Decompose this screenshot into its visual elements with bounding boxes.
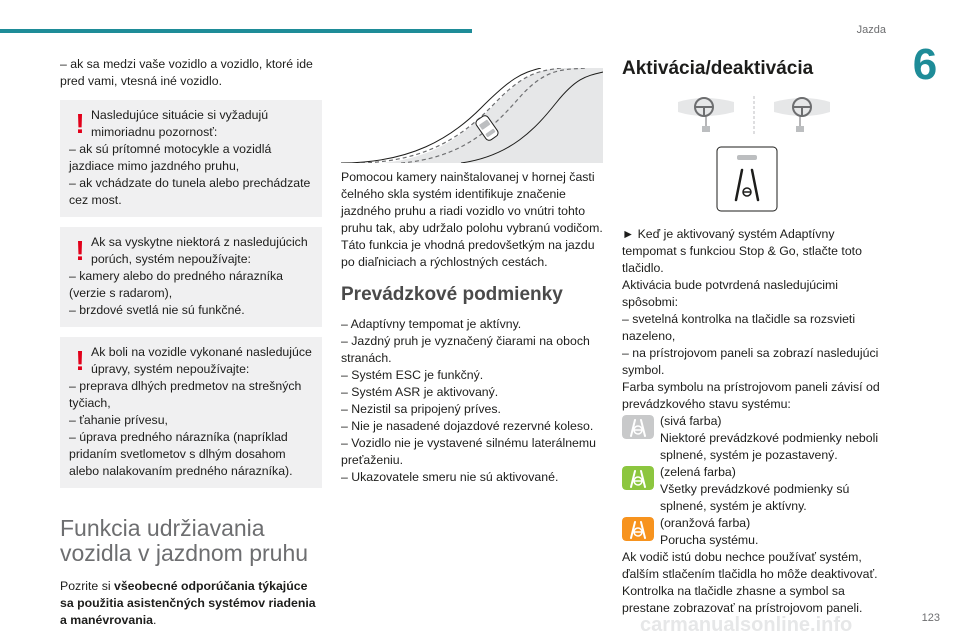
condition-item: – Systém ASR je aktivovaný. — [341, 385, 499, 399]
column-3 — [622, 56, 884, 617]
warning-line: – brzdové svetlá nie sú funkčné. — [69, 303, 245, 317]
activation-text: ► Keď je aktivovaný systém Adaptívny tempomat s funkciou Stop & Go, stlačte toto tlačidlo. — [622, 227, 862, 275]
condition-item: – Systém ESC je funkčný. — [341, 368, 484, 382]
activation-text: Aktivácia bude potvrdená nasledujúcimi spôsobmi: — [622, 278, 839, 309]
state-green — [622, 464, 884, 515]
state-description: Všetky prevádzkové podmienky sú — [660, 482, 850, 496]
state-description-cont: splnené, systém je aktívny. — [660, 499, 807, 513]
condition-item: – Jazdný pruh je vyznačený čiarami na oboch stranách. — [341, 334, 590, 365]
state-grey — [622, 413, 884, 464]
lane-assist-green-icon — [622, 466, 654, 490]
lane-assist-orange-icon — [622, 517, 654, 541]
warning-box-3 — [60, 337, 322, 488]
warning-text: Ak boli na vozidle vykonané nasledujúce úpravy, systém nepoužívajte: — [91, 345, 312, 376]
column-1 — [60, 56, 322, 629]
warning-line: – úprava predného nárazníka (napríklad pridaním svetlometov s dlhým dosahom alebo nalakovaním predného nárazníka). — [69, 430, 293, 478]
warning-line: – ak sú prítomné motocykle a vozidlá jazdiace mimo jazdného pruhu, — [69, 142, 272, 173]
activation-text: – na prístrojovom paneli sa zobrazí nasledujúci symbol. — [622, 346, 879, 377]
section-title: Jazda — [856, 24, 886, 36]
warning-line: – ťahanie prívesu, — [69, 413, 168, 427]
camera-description: Pomocou kamery nainštalovanej v hornej časti čelného skla systém identifikuje značenie jazdného pruhu a riadi vozidlo vo vnútri tohto pruhu tak, aby udržalo polohu vybranú vodičom. Táto funkcia je vhodná predovšetkým na jazdu po diaľniciach a rýchlostných cestách. — [341, 170, 603, 269]
page-number: 123 — [921, 612, 940, 624]
state-color-label: (sivá farba) — [660, 414, 722, 428]
condition-item: – Ukazovatele smeru nie sú aktivované. — [341, 470, 559, 484]
warning-text: Nasledujúce situácie si vyžadujú mimoriadnu pozornosť: — [91, 108, 269, 139]
steering-wheel-buttons-illustration — [674, 94, 834, 136]
activation-text: – svetelná kontrolka na tlačidle sa rozsvieti nazeleno, — [622, 312, 856, 343]
warning-line: – prepravа dlhých predmetov na strešných tyčiach, — [69, 379, 302, 410]
column-2 — [341, 56, 603, 486]
lane-assist-grey-icon — [622, 415, 654, 439]
watermark: carmanualsonline.info — [640, 614, 853, 636]
reference-text: Pozrite si všeobecné odporúčania týkajúce sa použitia asistenčných systémov riadenia a manévrovania. — [60, 579, 316, 627]
warning-exclamation-icon: ! — [75, 345, 85, 376]
lane-road-illustration — [341, 68, 603, 163]
chapter-number: 6 — [912, 40, 938, 89]
operating-conditions-heading: Prevádzkové podmienky — [341, 284, 563, 305]
header-accent-bar — [0, 29, 472, 33]
activation-heading: Aktivácia/deaktivácia — [622, 58, 814, 79]
condition-item: – Adaptívny tempomat je aktívny. — [341, 317, 522, 331]
condition-item: – Nezistil sa pripojený príves. — [341, 402, 501, 416]
warning-line: – ak vchádzate do tunela alebo prechádzate cez most. — [69, 176, 311, 207]
deactivation-text: Kontrolka na tlačidle zhasne a symbol sa prestane zobrazovať na prístrojovom paneli. — [622, 584, 863, 615]
condition-item: – Nie je nasadené dojazdové rezervné koleso. — [341, 419, 594, 433]
state-description-cont: splnené, systém je pozastavený. — [660, 448, 838, 462]
state-description: Niektoré prevádzkové podmienky neboli — [660, 431, 879, 445]
deactivation-text: Ak vodič istú dobu nechce používať systém, ďalším stlačením tlačidla ho môže deaktivovať. — [622, 550, 878, 581]
state-description: Porucha systému. — [660, 533, 759, 547]
condition-item: – Vozidlo nie je vystavené silnému laterálnemu preťaženiu. — [341, 436, 596, 467]
state-orange — [622, 515, 884, 549]
warning-exclamation-icon: ! — [75, 108, 85, 139]
activation-text: Farba symbolu na prístrojovom paneli závisí od prevádzkového stavu systému: — [622, 380, 880, 411]
lane-keeping-button-icon — [716, 146, 778, 212]
state-color-label: (oranžová farba) — [660, 516, 751, 530]
warning-text: Ak sa vyskytne niektorá z nasledujúcich porúch, systém nepoužívajte: — [91, 235, 308, 266]
warning-box-1 — [60, 100, 322, 217]
lane-keeping-heading: Funkcia udržiavania vozidla v jazdnom pruhu — [60, 515, 309, 566]
intro-text: – ak sa medzi vaše vozidlo a vozidlo, ktoré ide pred vami, vtesná iné vozidlo. — [60, 57, 313, 88]
warning-exclamation-icon: ! — [75, 235, 85, 266]
state-color-label: (zelená farba) — [660, 465, 736, 479]
warning-box-2 — [60, 227, 322, 327]
warning-line: – kamery alebo do predného nárazníka (verzie s radarom), — [69, 269, 283, 300]
